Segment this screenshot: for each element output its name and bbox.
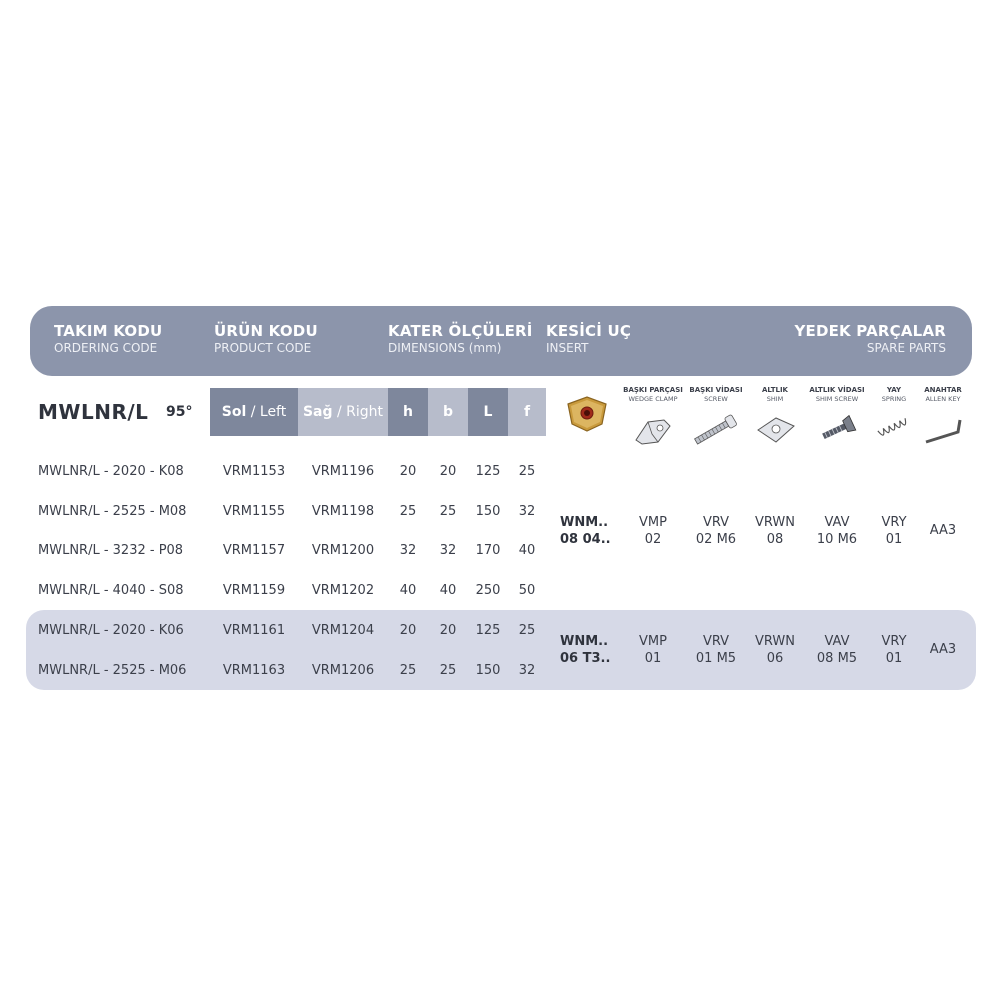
insert-code-group-2: WNM.. 06 T3.. (560, 634, 611, 666)
spare-screw-value: VRV 01 M5 (695, 634, 737, 666)
col-header-left: Sol / Left (210, 388, 298, 436)
spare-header-allen-key: ANAHTAR ALLEN KEY (924, 386, 962, 403)
allen-key-icon (908, 412, 978, 448)
dim-h: 20 (399, 623, 417, 638)
product-code-left: VRM1161 (222, 623, 286, 638)
spare-header-screw: BAŞKI VİDASI SCREW (689, 386, 743, 403)
ordering-code: MWLNR/L - 4040 - S08 (38, 583, 184, 598)
spare-shim-value: VRWN 08 (755, 515, 795, 547)
tool-title: MWLNR/L (38, 400, 149, 424)
product-code-right: VRM1206 (311, 663, 375, 678)
ordering-code: MWLNR/L - 2020 - K06 (38, 623, 184, 638)
col-header-b: b (428, 388, 468, 436)
table-row (0, 580, 1000, 604)
spare-header-spring: YAY SPRING (881, 386, 907, 403)
ordering-code: MWLNR/L - 2525 - M06 (38, 663, 187, 678)
col-header-right: Sağ / Right (298, 388, 388, 436)
dim-h: 25 (399, 663, 417, 678)
spare-shim-screw-value: VAV 10 M6 (816, 515, 858, 547)
dim-L: 125 (475, 464, 501, 479)
dim-f: 25 (518, 623, 536, 638)
dim-b: 25 (439, 663, 457, 678)
ordering-code: MWLNR/L - 3232 - P08 (38, 543, 184, 558)
spare-spring-value: VRY 01 (881, 634, 907, 666)
wedge-clamp-icon (618, 412, 688, 448)
dim-f: 50 (518, 583, 536, 598)
shim-icon (740, 412, 810, 448)
spare-header-shim-screw: ALTLIK VİDASI SHIM SCREW (809, 386, 865, 403)
header-ordering-code: TAKIM KODU ORDERING CODE (54, 322, 163, 355)
dim-h: 20 (399, 464, 417, 479)
col-header-h: h (388, 388, 428, 436)
header-spare-parts: YEDEK PARÇALAR SPARE PARTS (794, 322, 946, 355)
dim-h: 32 (399, 543, 417, 558)
spare-header-shim: ALTLIK SHIM (762, 386, 788, 403)
spare-allen-key-value: AA3 (929, 642, 957, 657)
spare-wedge-clamp-value: VMP 01 (639, 634, 667, 666)
product-code-left: VRM1157 (222, 543, 286, 558)
insert-code-group-1: WNM.. 08 04.. (560, 515, 611, 547)
dim-h: 25 (399, 504, 417, 519)
spare-wedge-clamp-value: VMP 02 (639, 515, 667, 547)
insert-image-icon (562, 394, 612, 434)
dim-L: 170 (475, 543, 501, 558)
dim-h: 40 (399, 583, 417, 598)
product-code-left: VRM1153 (222, 464, 286, 479)
spare-shim-screw-value: VAV 08 M5 (816, 634, 858, 666)
spare-spring-value: VRY 01 (881, 515, 907, 547)
product-code-right: VRM1202 (311, 583, 375, 598)
col-header-f: f (508, 388, 546, 436)
dim-L: 150 (475, 663, 501, 678)
product-code-left: VRM1155 (222, 504, 286, 519)
dim-L: 150 (475, 504, 501, 519)
table-row (0, 461, 1000, 485)
product-code-right: VRM1204 (311, 623, 375, 638)
header-insert: KESİCİ UÇ INSERT (546, 322, 632, 355)
ordering-code: MWLNR/L - 2020 - K08 (38, 464, 184, 479)
product-code-right: VRM1196 (311, 464, 375, 479)
header-dimensions: KATER ÖLÇÜLERİ DIMENSIONS (mm) (388, 322, 533, 355)
dim-f: 40 (518, 543, 536, 558)
header-product-code: ÜRÜN KODU PRODUCT CODE (214, 322, 318, 355)
col-header-L: L (468, 388, 508, 436)
dim-b: 32 (439, 543, 457, 558)
dim-b: 20 (439, 464, 457, 479)
table-header-bar (30, 306, 972, 376)
dim-b: 40 (439, 583, 457, 598)
dim-b: 25 (439, 504, 457, 519)
dim-L: 125 (475, 623, 501, 638)
product-code-right: VRM1198 (311, 504, 375, 519)
dim-L: 250 (475, 583, 501, 598)
tool-angle: 95° (166, 404, 193, 420)
spare-shim-value: VRWN 06 (755, 634, 795, 666)
ordering-code: MWLNR/L - 2525 - M08 (38, 504, 187, 519)
spare-screw-value: VRV 02 M6 (695, 515, 737, 547)
product-code-left: VRM1163 (222, 663, 286, 678)
spare-allen-key-value: AA3 (929, 523, 957, 538)
spare-header-wedge-clamp: BAŞKI PARÇASI WEDGE CLAMP (623, 386, 683, 403)
dim-b: 20 (439, 623, 457, 638)
dim-f: 25 (518, 464, 536, 479)
dim-f: 32 (518, 663, 536, 678)
dim-f: 32 (518, 504, 536, 519)
product-code-right: VRM1200 (311, 543, 375, 558)
product-code-left: VRM1159 (222, 583, 286, 598)
